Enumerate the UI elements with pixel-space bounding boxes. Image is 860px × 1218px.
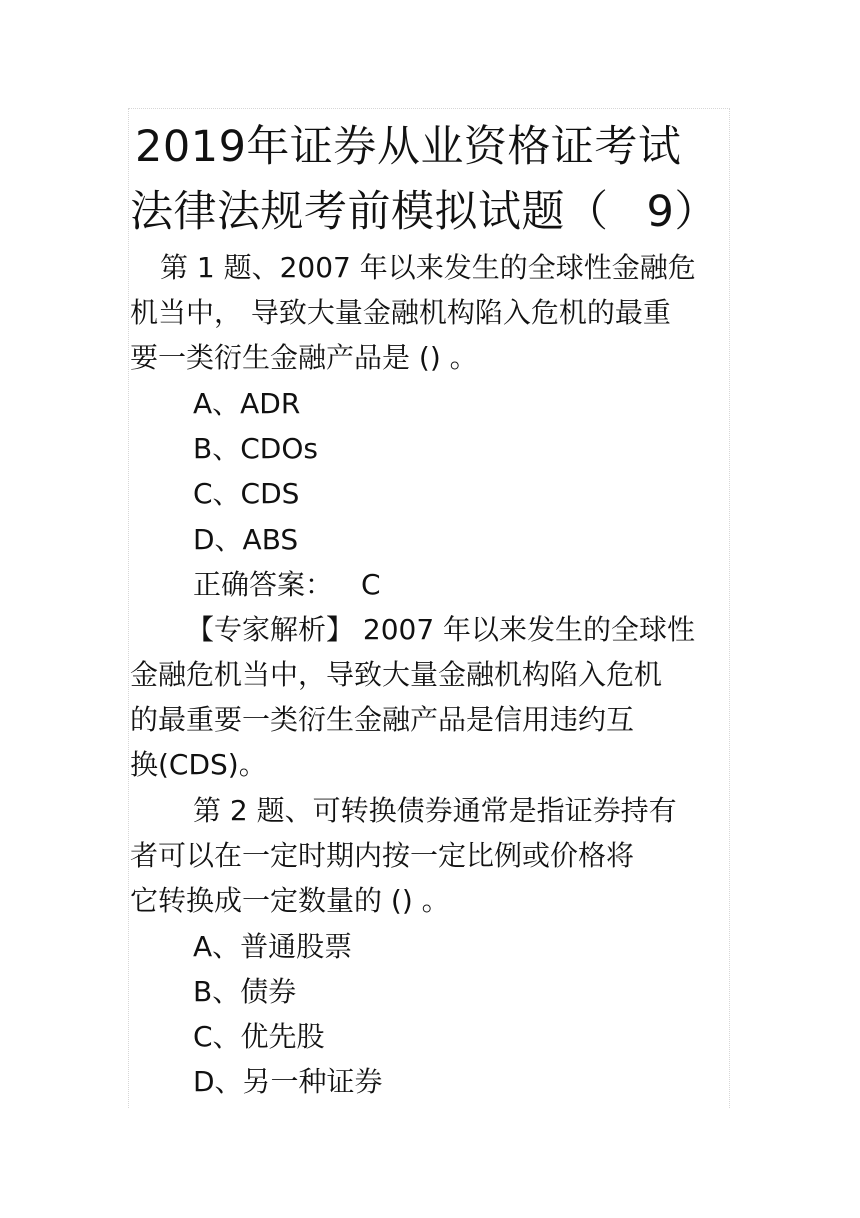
q1-analysis-line-1: 【专家解析】 2007 年以来发生的全球性 — [186, 613, 696, 646]
q1-analysis-line-3: 的最重要一类衍生金融产品是信用违约互 — [130, 703, 635, 736]
q1-option-d: D、ABS — [193, 523, 299, 556]
q1-analysis-line-2: 金融危机当中，导致大量金融机构陷入危机 — [130, 658, 663, 691]
q1-stem-line-2: 机当中， 导致大量金融机构陷入危机的最重 — [130, 296, 671, 329]
q2-option-d: D、另一种证券 — [193, 1065, 383, 1098]
q2-option-b: B、债券 — [193, 975, 297, 1008]
q2-stem-line-2: 者可以在一定时期内按一定比例或价格将 — [130, 839, 635, 872]
q1-answer — [193, 567, 381, 603]
q2-stem-line-3: 它转换成一定数量的 () 。 — [130, 884, 450, 917]
document-title-line-1: 2019年证券从业资格证考试 — [135, 122, 682, 172]
q2-option-a: A、普通股票 — [193, 930, 353, 963]
q1-answer-label: 正确答案： — [193, 568, 334, 601]
q2-stem-line-1: 第 2 题、可转换债券通常是指证券持有 — [193, 794, 677, 827]
q1-option-a: A、ADR — [193, 387, 301, 420]
q1-answer-value: C — [361, 568, 381, 601]
q1-analysis-line-4: 换(CDS)。 — [130, 748, 267, 781]
q1-option-b: B、CDOs — [193, 432, 318, 465]
q1-stem-line-3: 要一类衍生金融产品是 () 。 — [130, 341, 478, 374]
document-title-line-2 — [130, 186, 718, 238]
document-title-text: 法律法规考前模拟试题（ — [130, 187, 609, 237]
q2-option-c: C、优先股 — [193, 1020, 325, 1053]
q1-stem-line-1: 第 1 题、2007 年以来发生的全球性金融危 — [160, 251, 696, 284]
q1-option-c: C、CDS — [193, 477, 300, 510]
document-title-number: 9） — [646, 187, 718, 237]
